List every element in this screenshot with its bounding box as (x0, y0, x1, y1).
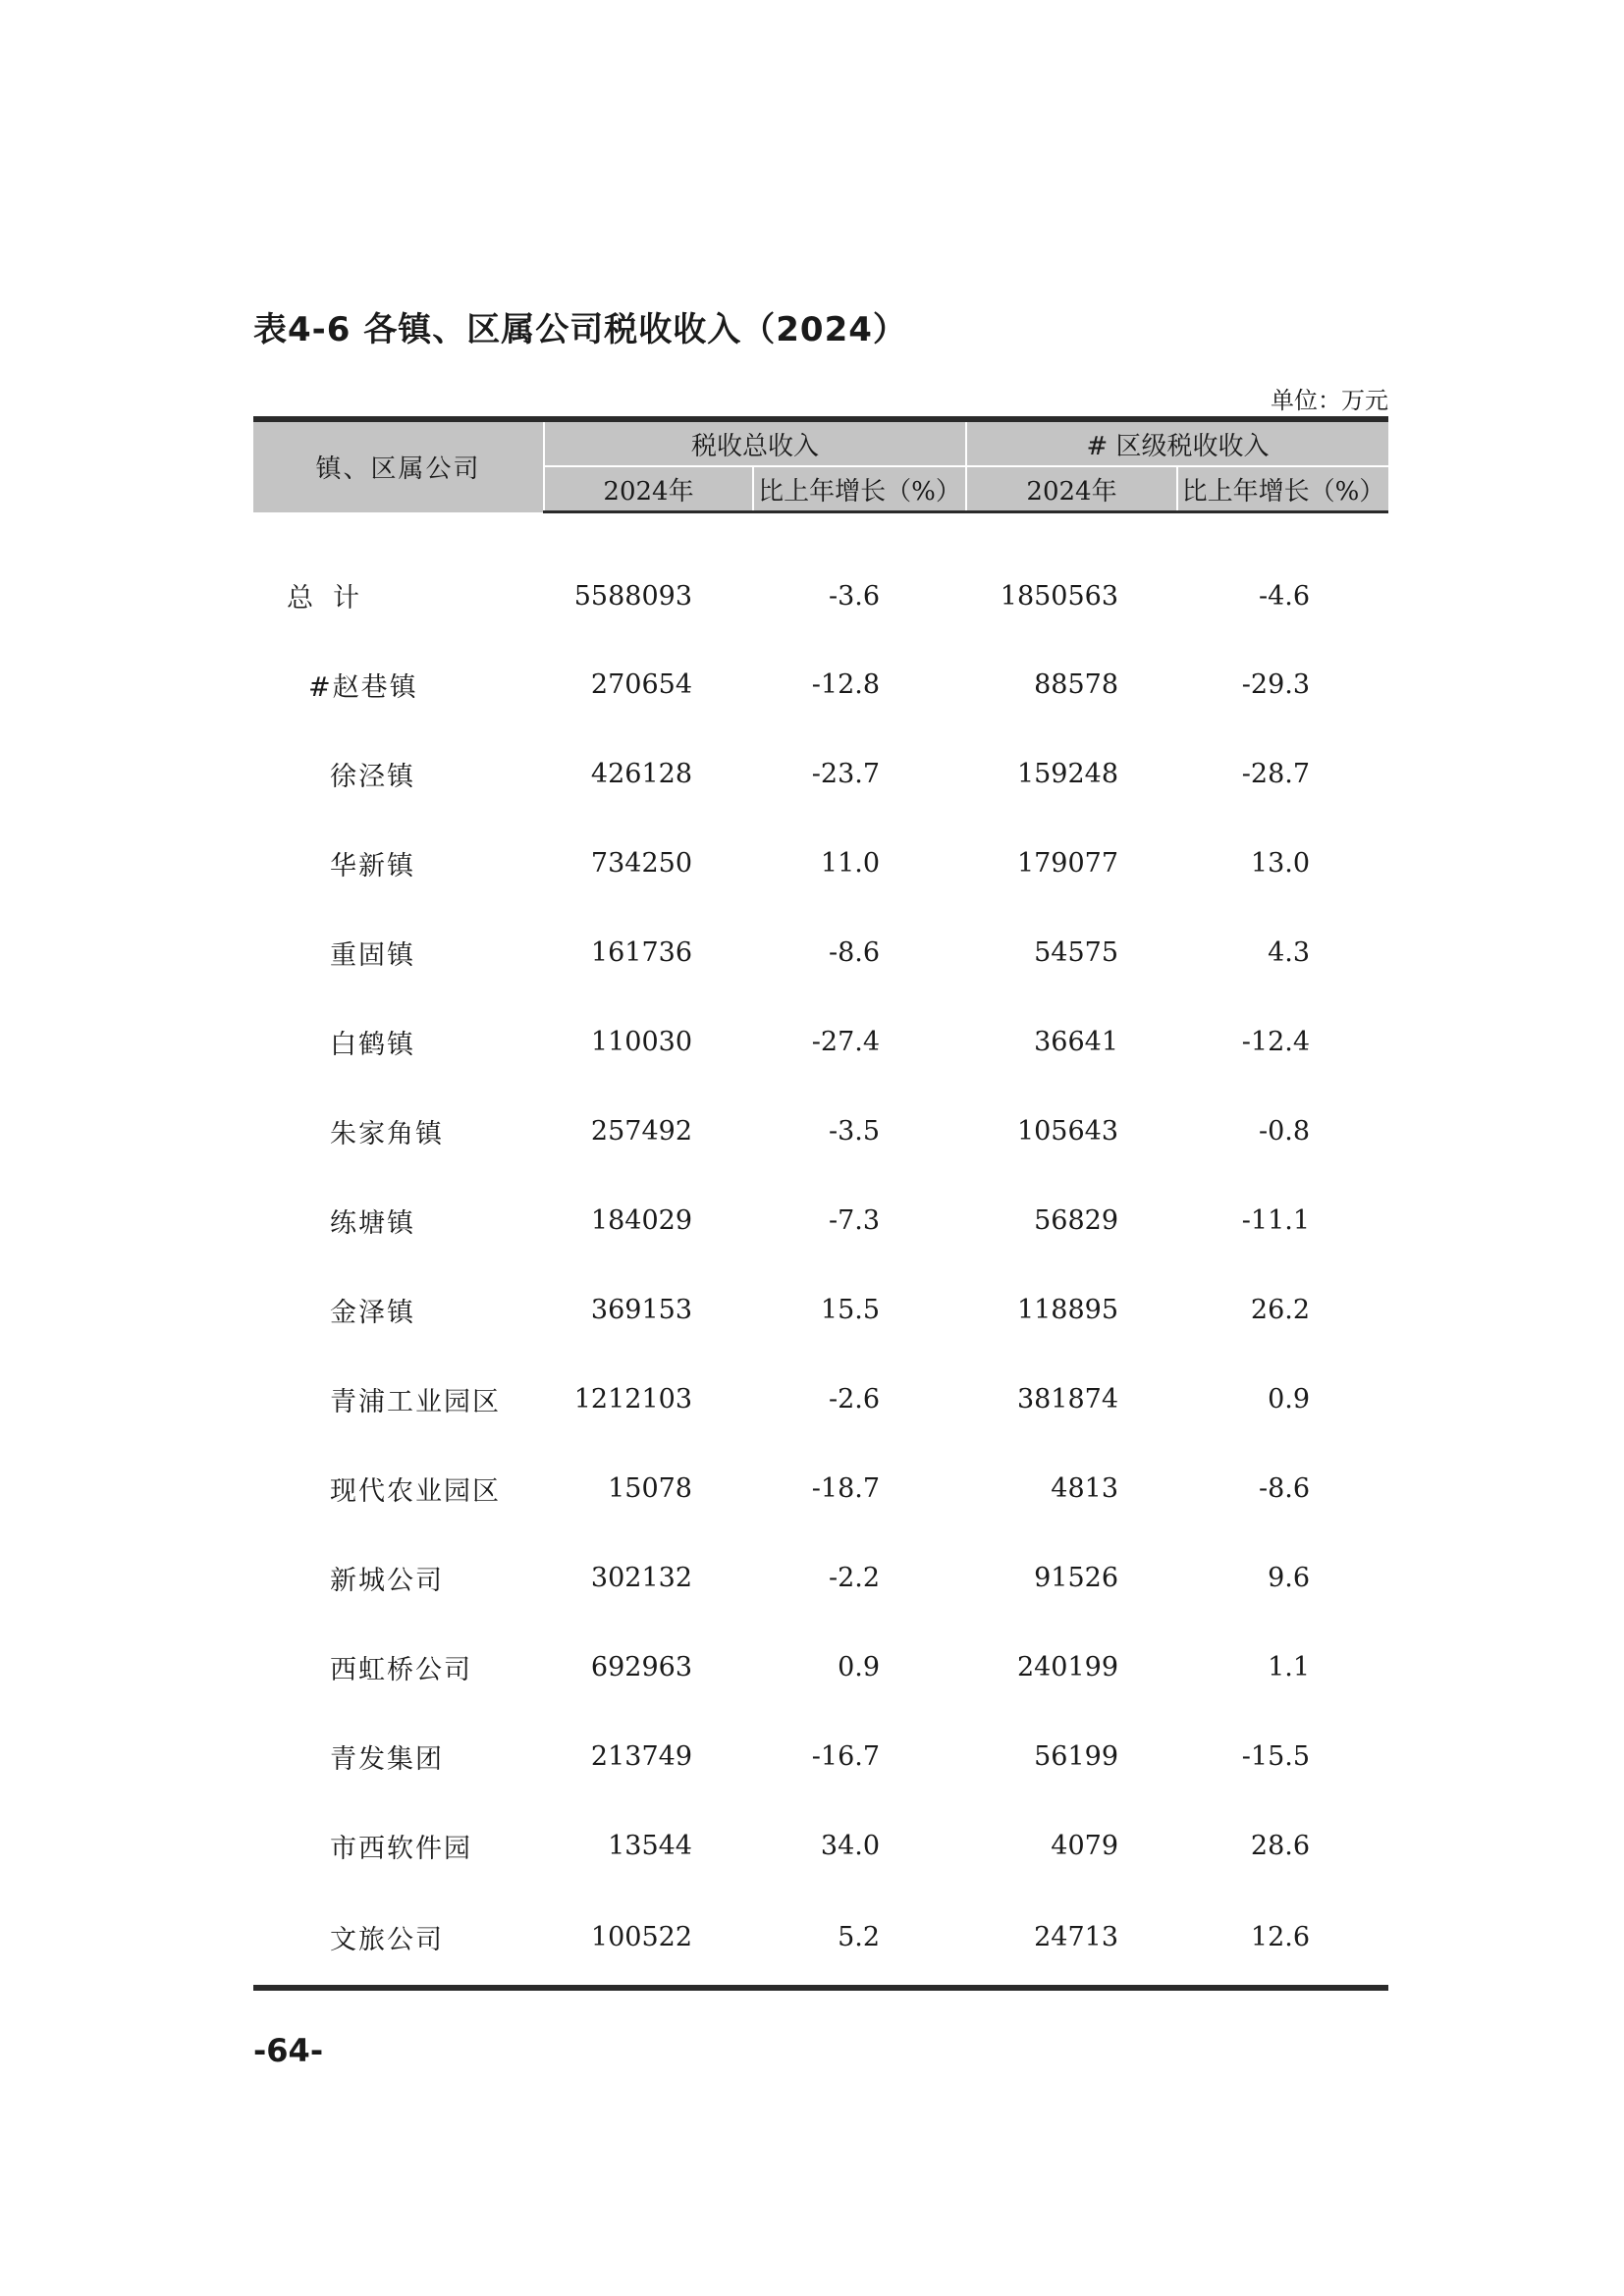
header-total-revenue: 税收总收入 (544, 419, 966, 466)
header-district-revenue: # 区级税收收入 (966, 419, 1388, 466)
row-name: 青发集团 (330, 1743, 444, 1775)
row-total-growth: 11.0 (820, 847, 881, 879)
page-number: -64- (253, 2032, 324, 2069)
row-district-revenue: 54575 (1034, 936, 1119, 968)
row-total-growth: 15.5 (820, 1294, 881, 1325)
row-district-growth: -11.1 (1241, 1204, 1311, 1236)
row-district-growth: 28.6 (1250, 1830, 1311, 1861)
row-total-growth: -2.2 (828, 1562, 881, 1593)
row-name: #赵巷镇 (308, 671, 418, 703)
table-row (253, 1176, 1388, 1265)
row-district-revenue: 4079 (1051, 1830, 1119, 1861)
row-total-growth: -3.6 (828, 580, 881, 612)
row-total-revenue: 369153 (590, 1294, 692, 1325)
row-total-revenue: 15078 (608, 1472, 692, 1504)
row-district-growth: -29.3 (1241, 668, 1311, 700)
row-district-revenue: 159248 (1016, 758, 1119, 789)
row-total-growth: -2.6 (828, 1383, 881, 1415)
unit-label: 单位：万元 (1271, 387, 1388, 414)
row-total-revenue: 13544 (608, 1830, 692, 1861)
row-total-growth: -18.7 (811, 1472, 881, 1504)
row-name: 现代农业园区 (330, 1475, 501, 1507)
row-total-revenue: 426128 (590, 758, 692, 789)
row-total-growth: -7.3 (828, 1204, 881, 1236)
table-row (253, 1265, 1388, 1355)
table-row (253, 1533, 1388, 1623)
table-row (253, 819, 1388, 908)
row-total-growth: 34.0 (820, 1830, 881, 1861)
row-name: 白鹤镇 (330, 1029, 415, 1060)
row-district-revenue: 381874 (1016, 1383, 1119, 1415)
row-total-growth: -8.6 (828, 936, 881, 968)
table-row (253, 1712, 1388, 1801)
row-total-revenue: 270654 (590, 668, 692, 700)
row-name: 练塘镇 (330, 1207, 415, 1239)
table-row (253, 1087, 1388, 1176)
row-district-revenue: 179077 (1016, 847, 1119, 879)
table-row (253, 997, 1388, 1087)
table-header (253, 419, 1388, 512)
table-row (253, 908, 1388, 997)
tax-table-container (253, 416, 1388, 1991)
row-total-revenue: 692963 (590, 1651, 692, 1682)
row-name: 华新镇 (330, 850, 415, 881)
header-district-year: 2024年 (966, 466, 1177, 512)
row-total-revenue: 213749 (590, 1740, 692, 1772)
row-name: 重固镇 (330, 939, 415, 971)
row-total-growth: -12.8 (811, 668, 881, 700)
header-district-growth: 比上年增长（%） (1177, 466, 1388, 512)
row-district-revenue: 240199 (1016, 1651, 1119, 1682)
row-district-growth: -4.6 (1258, 580, 1311, 612)
row-district-revenue: 56199 (1034, 1740, 1119, 1772)
row-total-revenue: 1212103 (573, 1383, 692, 1415)
row-district-growth: -28.7 (1241, 758, 1311, 789)
table-row (253, 1891, 1388, 1988)
row-district-revenue: 1850563 (1000, 580, 1119, 612)
row-district-growth: 0.9 (1268, 1383, 1311, 1415)
table-row (253, 1623, 1388, 1712)
row-name: 市西软件园 (330, 1833, 472, 1864)
row-name: 总计 (287, 583, 379, 614)
table-row (253, 1801, 1388, 1891)
row-total-growth: 0.9 (838, 1651, 881, 1682)
row-name: 文旅公司 (253, 1891, 544, 1988)
row-district-revenue: 105643 (1016, 1115, 1119, 1147)
row-total-revenue: 302132 (590, 1562, 692, 1593)
row-district-growth: -0.8 (1258, 1115, 1311, 1147)
row-district-revenue: 118895 (1016, 1294, 1119, 1325)
table-row (253, 1444, 1388, 1533)
page-title: 表4-6 各镇、区属公司税收收入（2024） (253, 310, 907, 349)
row-district-growth: 9.6 (1268, 1562, 1311, 1593)
row-name: 徐泾镇 (330, 761, 415, 792)
row-district-revenue: 91526 (1034, 1562, 1119, 1593)
table-row (253, 1355, 1388, 1444)
row-district-revenue: 88578 (1034, 668, 1119, 700)
row-total-revenue: 100522 (544, 1891, 753, 1988)
table-row (253, 512, 1388, 640)
tax-revenue-table (253, 416, 1388, 1991)
row-district-growth: -12.4 (1241, 1026, 1311, 1057)
row-total-revenue: 184029 (590, 1204, 692, 1236)
row-name: 新城公司 (330, 1565, 444, 1596)
row-district-revenue: 4813 (1051, 1472, 1119, 1504)
row-total-revenue: 110030 (590, 1026, 692, 1057)
table-row (253, 640, 1388, 729)
row-district-revenue: 36641 (1034, 1026, 1119, 1057)
row-name: 青浦工业园区 (330, 1386, 501, 1417)
table-body (253, 512, 1388, 1988)
row-total-growth: -27.4 (811, 1026, 881, 1057)
row-total-revenue: 5588093 (573, 580, 692, 612)
row-district-growth: 12.6 (1177, 1891, 1388, 1988)
row-total-growth: -3.5 (828, 1115, 881, 1147)
row-total-growth: -16.7 (811, 1740, 881, 1772)
row-district-growth: -8.6 (1258, 1472, 1311, 1504)
row-district-growth: 4.3 (1268, 936, 1311, 968)
row-name: 朱家角镇 (330, 1118, 444, 1149)
row-district-revenue: 56829 (1034, 1204, 1119, 1236)
row-district-growth: -15.5 (1241, 1740, 1311, 1772)
row-total-revenue: 257492 (590, 1115, 692, 1147)
row-total-growth: 5.2 (753, 1891, 966, 1988)
row-total-growth: -23.7 (811, 758, 881, 789)
row-name: 西虹桥公司 (330, 1654, 472, 1685)
header-total-year: 2024年 (544, 466, 753, 512)
row-district-growth: 26.2 (1250, 1294, 1311, 1325)
row-district-growth: 1.1 (1268, 1651, 1311, 1682)
row-district-growth: 13.0 (1250, 847, 1311, 879)
row-total-revenue: 734250 (590, 847, 692, 879)
row-district-revenue: 24713 (966, 1891, 1177, 1988)
row-name: 金泽镇 (330, 1297, 415, 1328)
header-total-growth: 比上年增长（%） (753, 466, 966, 512)
row-total-revenue: 161736 (590, 936, 692, 968)
table-row (253, 729, 1388, 819)
header-name-column: 镇、区属公司 (253, 419, 544, 512)
